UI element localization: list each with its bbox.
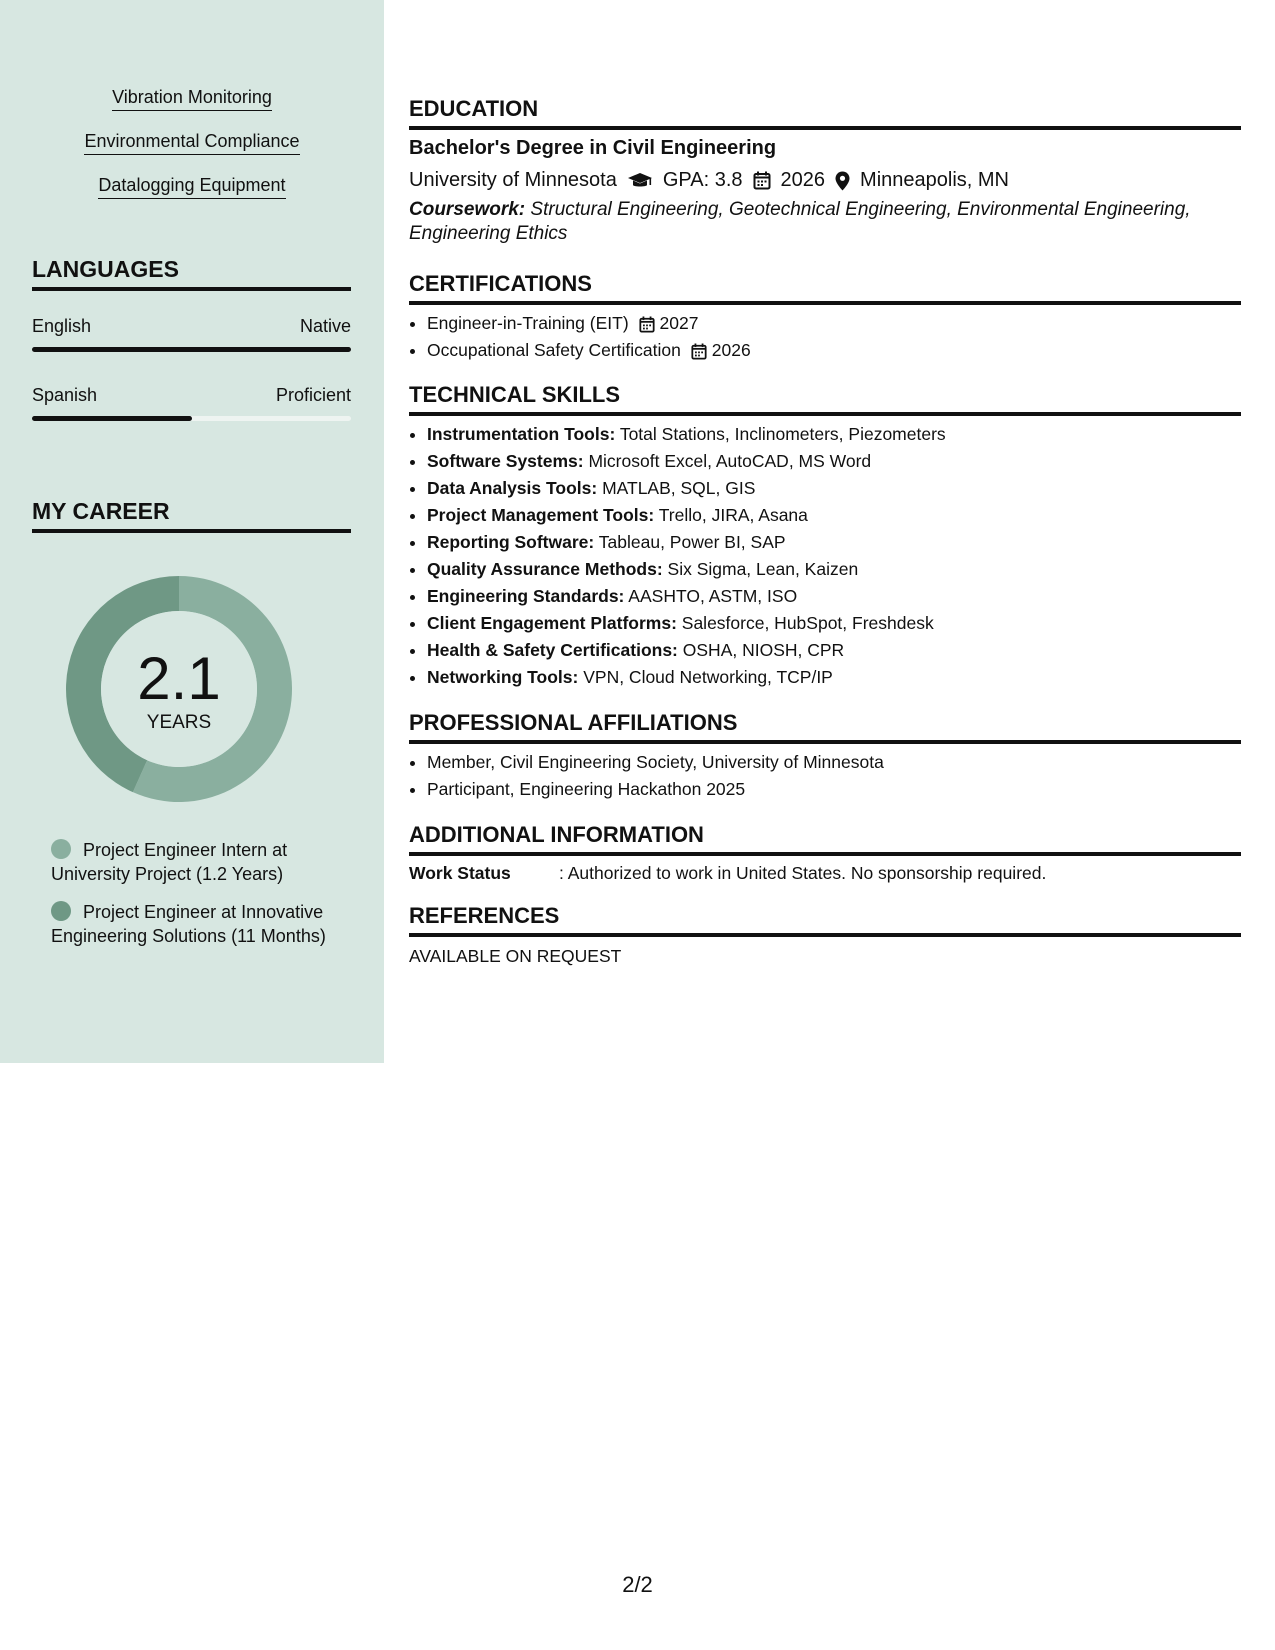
career-item xyxy=(51,838,351,886)
skill-category: Software Systems: xyxy=(427,451,584,471)
language-name: English xyxy=(32,316,92,336)
coursework xyxy=(409,198,1241,246)
skill-values: Tableau, Power BI, SAP xyxy=(598,532,786,552)
skill-category: Reporting Software: xyxy=(427,532,595,552)
certifications-heading: CERTIFICATIONS xyxy=(409,271,1241,305)
certification-name: Engineer-in-Training (EIT) xyxy=(427,313,629,333)
skill-category: Data Analysis Tools: xyxy=(427,478,598,498)
language-english xyxy=(32,315,351,352)
skill-tag: Vibration Monitoring xyxy=(112,86,272,111)
skill-item xyxy=(427,448,946,475)
page-number: 2/2 xyxy=(622,1572,653,1597)
skill-item xyxy=(427,637,946,664)
skill-values: Total Stations, Inclinometers, Piezometers xyxy=(619,424,946,444)
skill-category: Client Engagement Platforms: xyxy=(427,613,677,633)
work-status-value: : Authorized to work in United States. No sponsorship required. xyxy=(559,863,1047,883)
skill-item xyxy=(427,664,946,691)
career-total-unit: YEARS xyxy=(146,712,212,733)
graduation-cap-icon xyxy=(627,168,653,192)
calendar-icon xyxy=(639,313,655,333)
skill-category: Project Management Tools: xyxy=(427,505,655,525)
skill-item xyxy=(427,583,946,610)
language-proficiency-bar xyxy=(32,416,351,421)
skill-item xyxy=(427,610,946,637)
language-proficiency-fill xyxy=(32,347,351,352)
legend-dot xyxy=(51,901,71,921)
certifications-list xyxy=(409,310,751,364)
skill-values: MATLAB, SQL, GIS xyxy=(602,478,756,498)
skill-category: Quality Assurance Methods: xyxy=(427,559,663,579)
map-pin-icon xyxy=(835,168,850,192)
degree-title: Bachelor's Degree in Civil Engineering xyxy=(409,137,777,159)
work-status-label: Work Status xyxy=(409,863,511,883)
education-heading: EDUCATION xyxy=(409,96,1241,130)
affiliations-heading: PROFESSIONAL AFFILIATIONS xyxy=(409,710,1241,744)
skill-values: Microsoft Excel, AutoCAD, MS Word xyxy=(588,451,872,471)
language-name: Spanish xyxy=(32,385,98,405)
skill-tag: Datalogging Equipment xyxy=(98,174,285,199)
education-meta xyxy=(409,168,1009,192)
skill-category: Instrumentation Tools: xyxy=(427,424,616,444)
affiliation-item: • Member, Civil Engineering Society, University of Minnesota xyxy=(427,749,884,776)
languages-heading: LANGUAGES xyxy=(32,255,351,291)
legend-dot xyxy=(51,839,71,859)
language-spanish xyxy=(32,384,351,421)
gpa: GPA: 3.8 xyxy=(662,169,743,191)
career-total-value: 2.1 xyxy=(137,645,221,712)
certification-item xyxy=(427,310,751,337)
certification-year: 2027 xyxy=(659,313,699,333)
references-heading: REFERENCES xyxy=(409,903,1241,937)
skill-values: AASHTO, ASTM, ISO xyxy=(628,586,798,606)
references-text: AVAILABLE ON REQUEST xyxy=(409,946,622,966)
university-name: University of Minnesota xyxy=(409,169,617,191)
calendar-icon xyxy=(753,168,771,192)
sidebar xyxy=(0,0,384,1063)
language-proficiency-fill xyxy=(32,416,192,421)
skill-category: Networking Tools: xyxy=(427,667,579,687)
skill-tag: Environmental Compliance xyxy=(84,130,299,155)
skill-category: Health & Safety Certifications: xyxy=(427,640,678,660)
certification-year: 2026 xyxy=(711,340,751,360)
language-level: Proficient xyxy=(275,385,351,405)
certification-item xyxy=(427,337,751,364)
language-level: Native xyxy=(299,316,351,336)
affiliations-list xyxy=(409,749,884,803)
career-item-text: Project Engineer at Innovative Engineering Solutions (11 Months) xyxy=(51,902,326,946)
skill-values: VPN, Cloud Networking, TCP/IP xyxy=(583,667,833,687)
skill-values: OSHA, NIOSH, CPR xyxy=(682,640,845,660)
certification-name: Occupational Safety Certification xyxy=(427,340,681,360)
career-item-text: Project Engineer Intern at University Project (1.2 Years) xyxy=(51,840,288,884)
skill-values: Six Sigma, Lean, Kaizen xyxy=(667,559,859,579)
technical-skills-list xyxy=(409,421,946,691)
affiliation-item: • Participant, Engineering Hackathon 2025 xyxy=(427,776,884,803)
skill-values: Salesforce, HubSpot, Freshdesk xyxy=(681,613,934,633)
coursework-label: Coursework: xyxy=(409,199,526,220)
career-legend xyxy=(51,838,351,962)
skill-item xyxy=(427,421,946,448)
language-proficiency-bar xyxy=(32,347,351,352)
skill-item xyxy=(427,556,946,583)
additional-information-heading: ADDITIONAL INFORMATION xyxy=(409,822,1241,856)
work-status xyxy=(409,862,1046,884)
graduation-year: 2026 xyxy=(780,169,826,191)
location: Minneapolis, MN xyxy=(860,169,1009,191)
technical-skills-heading: TECHNICAL SKILLS xyxy=(409,382,1241,416)
skill-item xyxy=(427,502,946,529)
career-heading: MY CAREER xyxy=(32,497,351,533)
skill-item xyxy=(427,475,946,502)
skill-item xyxy=(427,529,946,556)
skill-values: Trello, JIRA, Asana xyxy=(658,505,808,525)
coursework-list: Structural Engineering, Geotechnical Engineering, Environmental Engineering, Engineering Ethics xyxy=(409,199,1191,244)
skill-category: Engineering Standards: xyxy=(427,586,625,606)
career-item xyxy=(51,900,351,948)
calendar-icon xyxy=(691,340,707,360)
skills-list xyxy=(0,86,384,218)
